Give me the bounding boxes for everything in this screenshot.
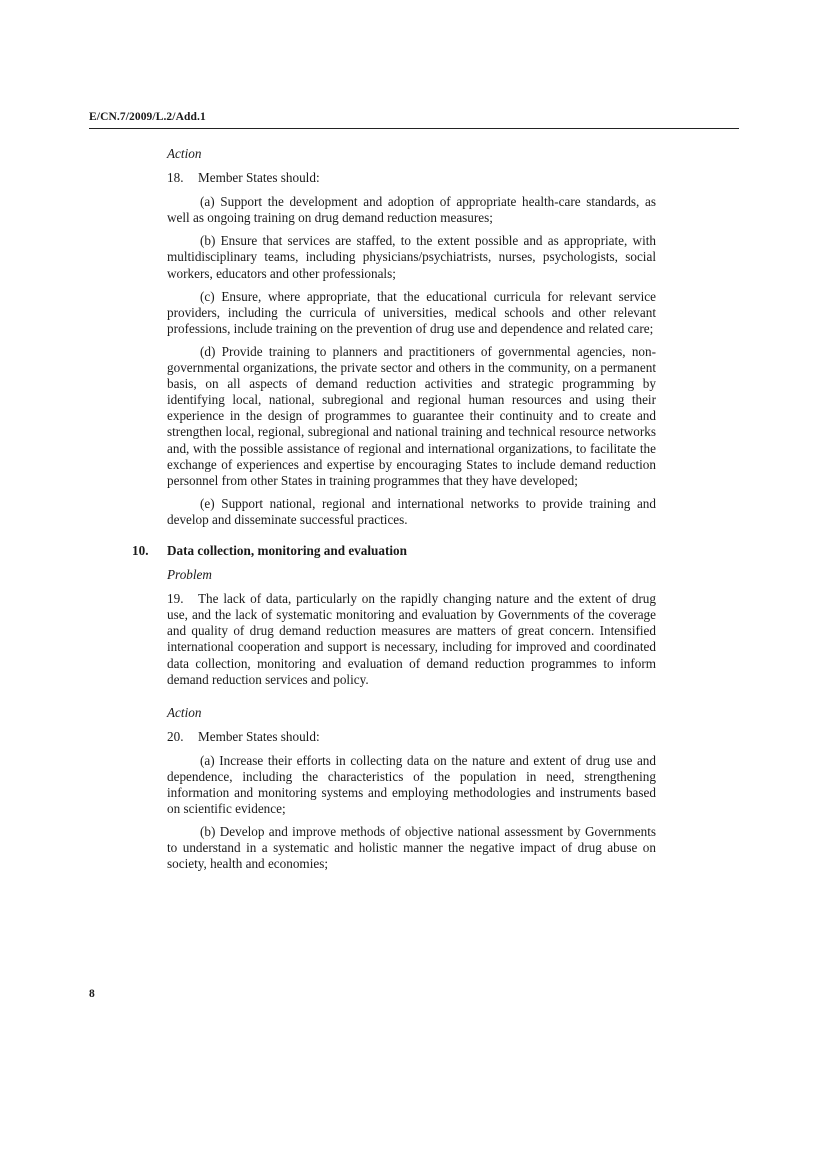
paragraph-18-item-a: (a) Support the development and adoption of appropriate health-care standards, as well as ongoing training on drug demand reduction measures; [167,194,656,226]
paragraph-18-item-b: (b) Ensure that services are staffed, to the extent possible and as appropriate, with multidisciplinary teams, including physicians/psychiatrists, nurses, psychologists, social workers, educators and other professionals; [167,233,656,281]
paragraph-18-intro [167,170,656,186]
header-divider [89,128,739,129]
document-symbol: E/CN.7/2009/L.2/Add.1 [89,111,206,123]
paragraph-20-intro [167,729,656,745]
paragraph-19-text: The lack of data, particularly on the rapidly changing nature and the extent of drug use, and the lack of systematic monitoring and evaluation by Governments of the coverage and quality of drug demand reduction measures are matters of great concern. Intensified international cooperation and support is necessary, including for improved and coordinated data collection, monitoring and evaluation of demand reduction programmes to inform demand reduction services and policy. [167,591,656,687]
paragraph-18-item-e: (e) Support national, regional and international networks to provide training and develop and disseminate successful practices. [167,495,656,527]
paragraph-18-item-c: (c) Ensure, where appropriate, that the educational curricula for relevant service providers, including the curricula of universities, medical schools and other relevant professions, include training on the prevention of drug use and dependence and related care; [167,288,656,336]
paragraph-19 [167,591,656,688]
section-10-heading [132,542,656,559]
section-10-number: 10. [132,542,149,558]
action-subheading: Action [167,146,202,161]
paragraph-20-item-a: (a) Increase their efforts in collecting data on the nature and extent of drug use and dependence, including the characteristics of the population in need, strengthening information and monitoring systems and employing methodologies and instruments based on scientific evidence; [167,752,656,817]
paragraph-18-number: 18. [167,170,184,186]
paragraph-18-item-d: (d) Provide training to planners and practitioners of governmental agencies, non-governmental organizations, the private sector and others in the community, on a permanent basis, on all aspects of demand reduction activities and strategic programming by identifying local, national, subregional and regional human resources and using their experience in the design of programmes to guarantee their continuity and to create and strengthen local, regional, subregional and national training and technical resource networks and, with the possible assistance of regional and international organizations, to facilitate the exchange of experiences and expertise by encouraging States to include demand reduction personnel from other States in training programmes that they have developed; [167,343,656,488]
problem-subheading: Problem [167,567,212,583]
paragraph-20-item-b: (b) Develop and improve methods of objective national assessment by Governments to understand in a systematic and holistic manner the negative impact of drug abuse on society, health and economies; [167,824,656,872]
section-10-title: Data collection, monitoring and evaluation [167,542,407,558]
page-number: 8 [89,988,95,1000]
paragraph-19-number: 19. [167,591,184,607]
paragraph-20-number: 20. [167,728,184,744]
action-subheading-2: Action [167,704,202,720]
paragraph-20-intro-text: Member States should: [198,728,320,744]
document-body [132,146,656,880]
paragraph-18-intro-text: Member States should: [198,170,320,186]
